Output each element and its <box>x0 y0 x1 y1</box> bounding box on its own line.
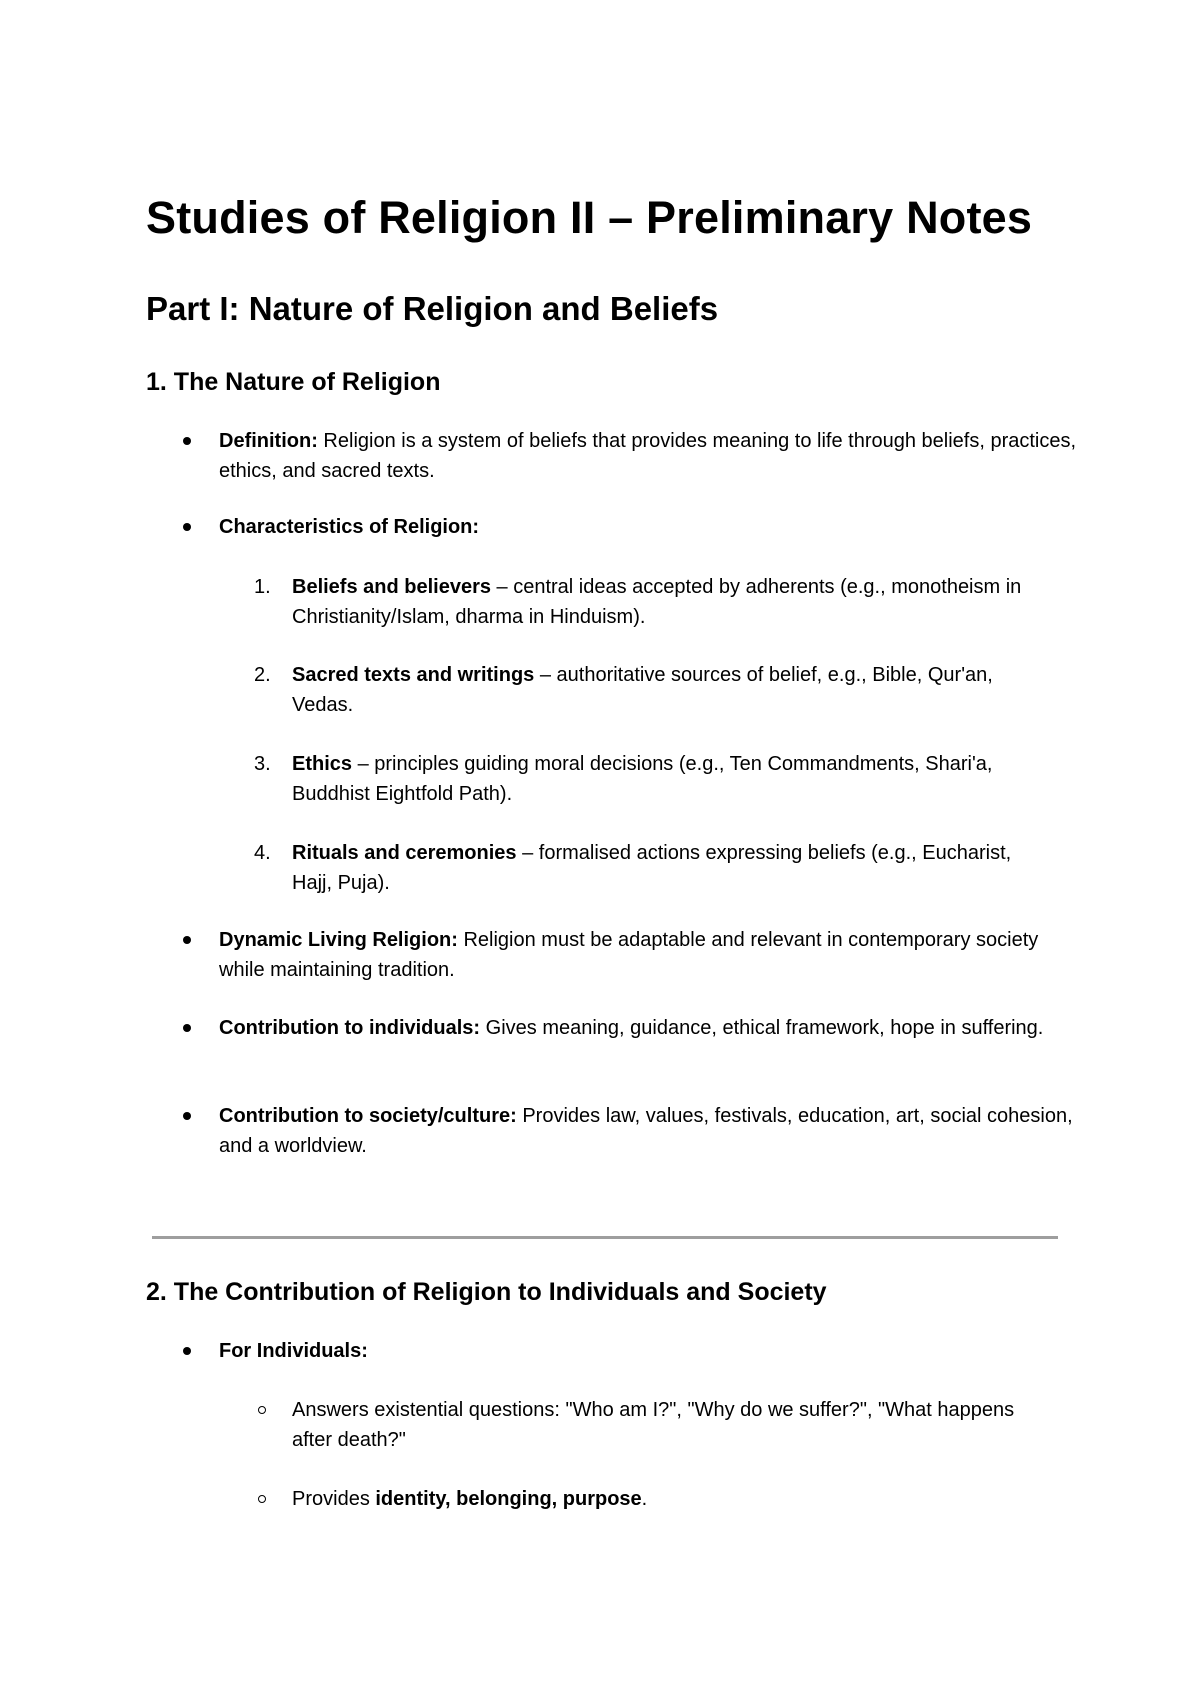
item-label: Beliefs and believers <box>292 576 491 598</box>
item-number: 2. <box>254 664 271 686</box>
bullet-text: Gives meaning, guidance, ethical framework, hope in suffering. <box>480 1017 1044 1039</box>
bullet-label: For Individuals: <box>219 1340 368 1362</box>
bullet-icon <box>183 1112 191 1120</box>
item-number: 1. <box>254 576 271 598</box>
section-title-nature: 1. The Nature of Religion <box>146 368 441 396</box>
bullet-text: Religion is a system of beliefs that provides meaning to life through beliefs, practices, ethics, and sacred texts. <box>219 430 1077 482</box>
sub-bullet-prefix: Provides <box>292 1488 376 1510</box>
numbered-item <box>254 572 1052 632</box>
bullet-label: Contribution to society/culture: <box>219 1105 517 1127</box>
item-text: – central ideas accepted by adherents (e.g., monotheism in Christianity/Islam, dharma in Hinduism). <box>292 576 1022 628</box>
bullet-icon <box>183 1024 191 1032</box>
sub-bullet-item <box>292 1484 1052 1514</box>
part-title: Part I: Nature of Religion and Beliefs <box>146 290 719 327</box>
sub-bullet-suffix: . <box>641 1488 648 1510</box>
section-title-contribution: 2. The Contribution of Religion to Individuals and Society <box>146 1278 827 1306</box>
bullet-icon <box>183 523 191 531</box>
sub-bullet-item <box>292 1395 1052 1455</box>
bullet-text: Religion must be adaptable and relevant in contemporary society while maintaining tradition. <box>219 929 1039 981</box>
item-label: Rituals and ceremonies <box>292 842 517 864</box>
item-text: – formalised actions expressing beliefs (e.g., Eucharist, Hajj, Puja). <box>292 842 1012 894</box>
sub-bullet-bold: identity, belonging, purpose <box>375 1488 642 1510</box>
sub-bullet-text: Answers existential questions: "Who am I?", "Why do we suffer?", "What happens after death?" <box>292 1399 1015 1451</box>
item-number: 4. <box>254 842 271 864</box>
bullet-for-individuals <box>219 1336 1079 1366</box>
numbered-item <box>254 838 1052 898</box>
item-text: – authoritative sources of belief, e.g., Bible, Qur'an, Vedas. <box>292 664 993 716</box>
document-title: Studies of Religion II – Preliminary Notes <box>146 192 1033 243</box>
item-label: Ethics <box>292 753 353 775</box>
bullet-label: Dynamic Living Religion: <box>219 929 458 951</box>
bullet-icon <box>183 437 191 445</box>
bullet-contribution-individuals <box>219 1013 1079 1043</box>
bullet-label: Definition: <box>219 430 318 452</box>
hollow-bullet-icon <box>258 1406 266 1414</box>
bullet-dynamic-living-religion <box>219 925 1079 985</box>
bullet-icon <box>183 1347 191 1355</box>
item-number: 3. <box>254 753 271 775</box>
bullet-characteristics <box>219 512 1079 542</box>
bullet-contribution-society <box>219 1101 1079 1161</box>
bullet-label: Characteristics of Religion: <box>219 516 480 538</box>
hollow-bullet-icon <box>258 1495 266 1503</box>
numbered-item <box>254 749 1052 809</box>
bullet-definition <box>219 426 1079 486</box>
bullet-label: Contribution to individuals: <box>219 1017 481 1039</box>
numbered-item <box>254 660 1052 720</box>
bullet-text: Provides law, values, festivals, education, art, social cohesion, and a worldview. <box>219 1105 1073 1157</box>
horizontal-divider <box>152 1236 1058 1239</box>
item-label: Sacred texts and writings <box>292 664 535 686</box>
item-text: – principles guiding moral decisions (e.g., Ten Commandments, Shari'a, Buddhist Eightfold Path). <box>292 753 993 805</box>
bullet-icon <box>183 936 191 944</box>
